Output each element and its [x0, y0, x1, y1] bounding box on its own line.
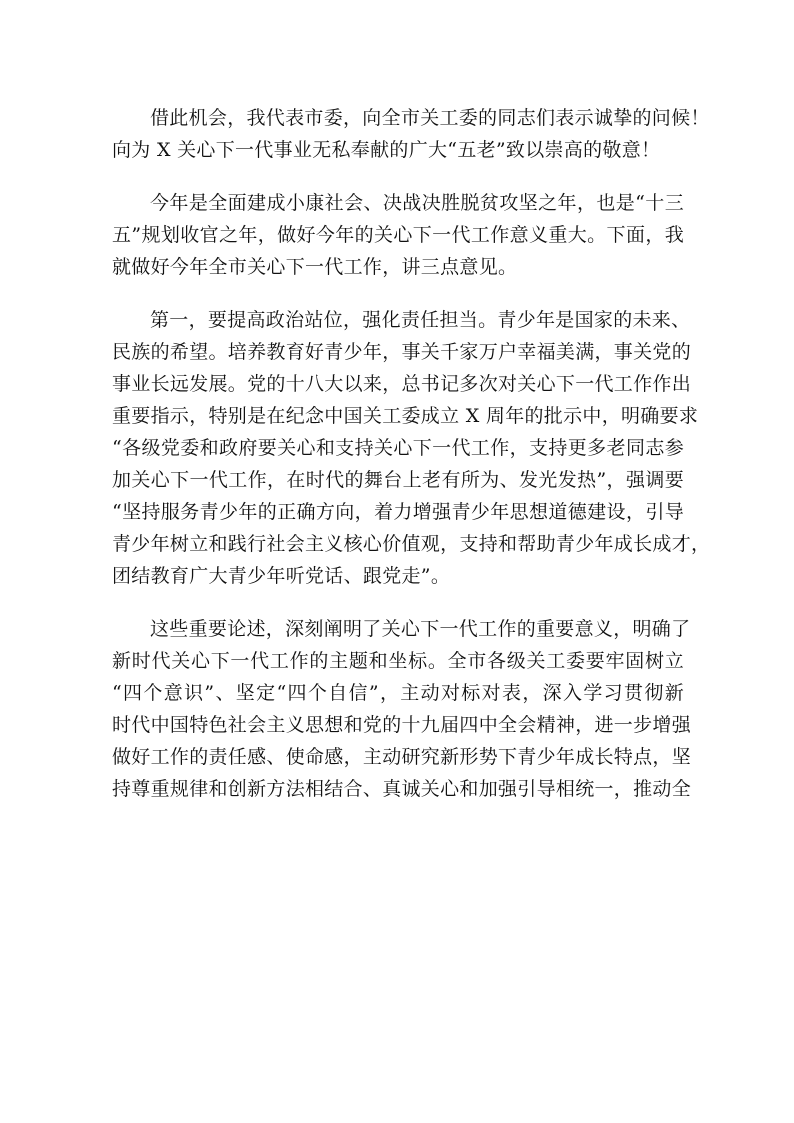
paragraph-gap: [112, 283, 684, 304]
text-line: 做好工作的责任感、使命感，主动研究新形势下青少年成长特点，坚: [112, 746, 692, 768]
text-line: 向为 X 关心下一代事业无私奉献的广大“五老”致以崇高的敬意！: [112, 139, 661, 161]
text-line: 今年是全面建成小康社会、决战决胜脱贫攻坚之年，也是“十三: [150, 192, 684, 214]
text-line: 借此机会，我代表市委，向全市关工委的同志们表示诚挚的问候！: [150, 107, 710, 129]
text-line: “各级党委和政府要关心和支持关心下一代工作，支持更多老同志参: [112, 437, 684, 459]
text-line: 重要指示，特别是在纪念中国关工委成立 X 周年的批示中，明确要求: [112, 405, 699, 427]
text-line: 就做好今年全市关心下一代工作，讲三点意见。: [112, 256, 518, 278]
paragraph-intro: [112, 187, 684, 283]
paragraph-significance: [112, 613, 692, 805]
paragraph-gap: [112, 592, 684, 613]
text-line: 持尊重规律和创新方法相结合、真诚关心和加强引导相统一，推动全: [112, 778, 692, 800]
text-line: 加关心下一代工作，在时代的舞台上老有所为、发光发热”，强调要: [112, 469, 684, 491]
text-line: 五”规划收官之年，做好今年的关心下一代工作意义重大。下面，我: [112, 224, 684, 246]
text-line: 这些重要论述，深刻阐明了关心下一代工作的重要意义，明确了: [150, 618, 691, 640]
text-line: 第一，要提高政治站位，强化责任担当。青少年是国家的未来、: [150, 309, 691, 331]
paragraph-point-one: [112, 304, 711, 592]
text-line: 青少年树立和践行社会主义核心价值观，支持和帮助青少年成长成才，: [112, 533, 711, 555]
paragraph-gap: [112, 166, 684, 187]
text-line: 时代中国特色社会主义思想和党的十九届四中全会精神，进一步增强: [112, 714, 692, 736]
text-line: 新时代关心下一代工作的主题和坐标。全市各级关工委要牢固树立: [112, 650, 684, 672]
text-line: 事业长远发展。党的十八大以来，总书记多次对关心下一代工作作出: [112, 373, 692, 395]
document-body: [112, 102, 711, 805]
text-line: “四个意识”、坚定“四个自信”，主动对标对表，深入学习贯彻新: [112, 682, 684, 704]
text-line: 民族的希望。培养教育好青少年，事关千家万户幸福美满，事关党的: [112, 341, 692, 363]
paragraph-greeting: [112, 102, 710, 166]
text-line: “坚持服务青少年的正确方向，着力增强青少年思想道德建设，引导: [112, 501, 684, 523]
text-line: 团结教育广大青少年听党话、跟党走”。: [112, 565, 451, 587]
